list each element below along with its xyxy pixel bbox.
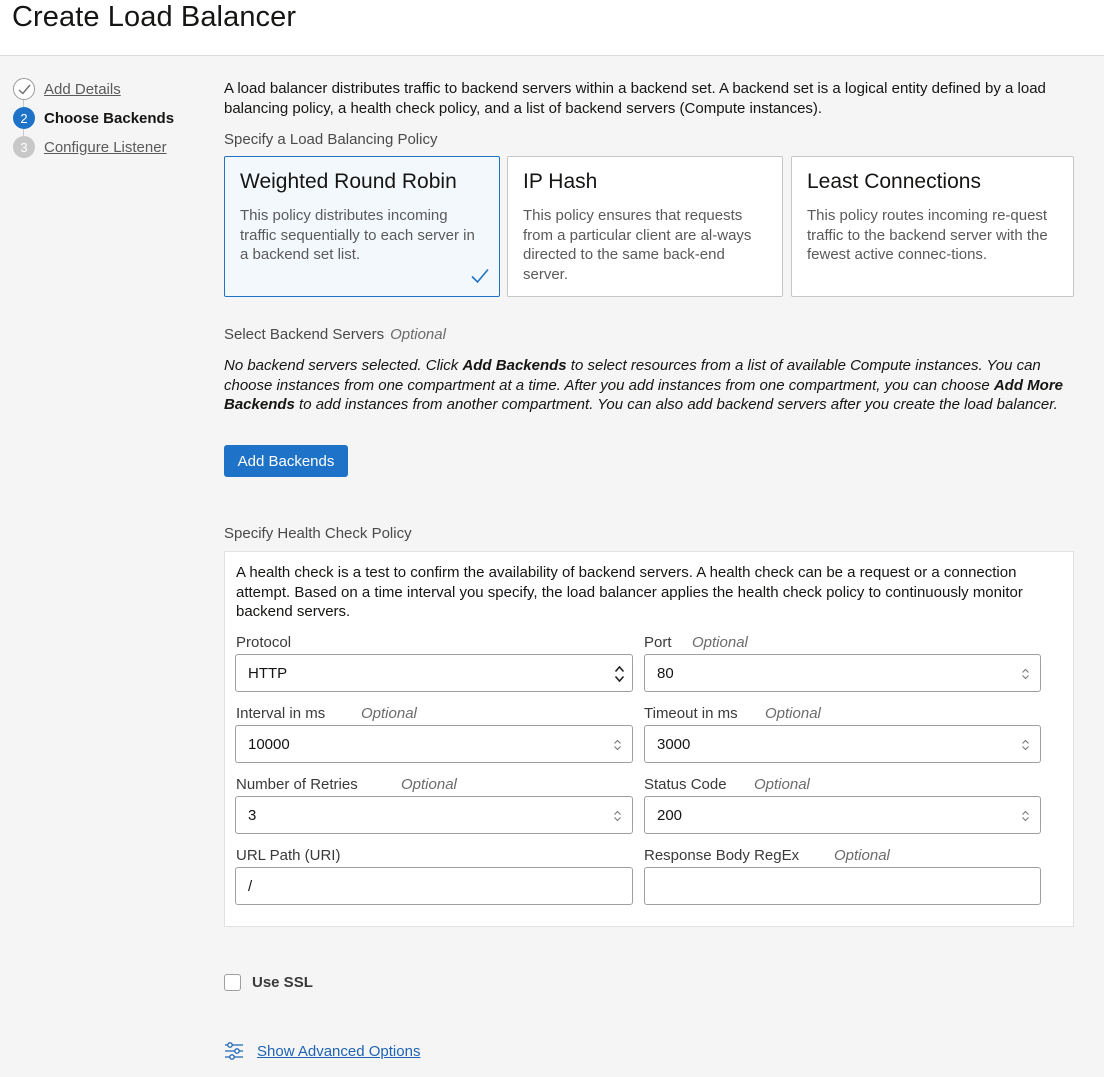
- number-spinner-icon[interactable]: [1021, 667, 1030, 681]
- protocol-select[interactable]: [235, 654, 633, 692]
- health-check-panel: [224, 551, 1074, 927]
- number-spinner-icon[interactable]: [613, 738, 622, 752]
- use-ssl-checkbox[interactable]: [224, 974, 241, 991]
- port-value: 80: [657, 664, 674, 682]
- interval-label-text: Interval in ms: [236, 705, 326, 722]
- health-check-heading: Specify Health Check Policy: [224, 525, 412, 542]
- status-code-value: 200: [657, 806, 683, 824]
- optional-label: Optional: [765, 705, 821, 722]
- optional-label: Optional: [754, 776, 810, 793]
- policy-description: This policy ensures that requests from a particular client are al-ways directed to the same back-end server.: [523, 207, 752, 283]
- step-choose-backends: [13, 107, 174, 129]
- help-text-part: to select resources from a list of available Compute instances. You can choose instances from one compartment at a time. After you add instances from one compartment, you can choose: [224, 357, 1041, 394]
- url-path-value: /: [248, 877, 253, 895]
- help-text-bold: Add More Backends: [224, 376, 1064, 413]
- interval-label: [236, 705, 536, 722]
- number-spinner-icon[interactable]: [613, 809, 622, 823]
- port-label-text: Port: [644, 634, 672, 651]
- step-number: 3: [13, 136, 35, 158]
- url-path-input[interactable]: [235, 867, 633, 905]
- retries-input[interactable]: [235, 796, 633, 834]
- url-path-label: [236, 847, 340, 864]
- backends-help-text: [224, 356, 1074, 415]
- retries-value: 3: [248, 806, 257, 824]
- protocol-label: [236, 634, 291, 651]
- use-ssl-label[interactable]: Use SSL: [252, 974, 313, 991]
- status-code-label: [644, 776, 944, 793]
- policy-heading: Specify a Load Balancing Policy: [224, 131, 438, 148]
- optional-label: Optional: [692, 634, 748, 651]
- optional-label: Optional: [361, 705, 417, 722]
- sliders-icon[interactable]: [224, 1041, 244, 1061]
- regex-label-text: Response Body RegEx: [644, 847, 800, 864]
- policy-description: This policy distributes incoming traffic sequentially to each server in a backend set list.: [240, 207, 475, 263]
- step-label[interactable]: Add Details: [44, 80, 121, 98]
- policy-card-weighted-round-robin[interactable]: [224, 156, 500, 297]
- timeout-input[interactable]: [644, 725, 1041, 763]
- optional-label: Optional: [390, 326, 446, 343]
- page-title: Create Load Balancer: [12, 1, 297, 33]
- protocol-value: HTTP: [248, 664, 288, 682]
- protocol-label-text: Protocol: [236, 634, 292, 651]
- use-ssl-row[interactable]: [224, 974, 313, 991]
- health-check-description: A health check is a test to confirm the availability of backend servers. A health check can be a request or a connection attempt. Based on a time interval you specify, the load balancer applies the health check policy to continuously monitor backend servers.: [236, 564, 1023, 620]
- selected-check-icon: [471, 268, 489, 284]
- page-header: [0, 0, 1104, 56]
- select-arrows-icon: [614, 664, 625, 684]
- step-number: 2: [13, 107, 35, 129]
- add-backends-button[interactable]: Add Backends: [224, 445, 348, 477]
- interval-value: 10000: [248, 735, 290, 753]
- number-spinner-icon[interactable]: [1021, 738, 1030, 752]
- checkmark-icon: [13, 78, 35, 100]
- show-advanced-options-link[interactable]: Show Advanced Options: [257, 1042, 421, 1060]
- backends-heading-label: Select Backend Servers: [224, 326, 385, 343]
- step-label[interactable]: Configure Listener: [44, 138, 167, 156]
- policy-title: Weighted Round Robin: [240, 170, 457, 193]
- help-text-part: No backend servers selected. Click: [224, 357, 463, 374]
- retries-label-text: Number of Retries: [236, 776, 358, 793]
- policy-card-least-connections[interactable]: [791, 156, 1074, 297]
- timeout-value: 3000: [657, 735, 691, 753]
- step-connector: [23, 129, 24, 136]
- help-text-bold: Add Backends: [462, 357, 567, 374]
- step-label: Choose Backends: [44, 109, 175, 127]
- optional-label: Optional: [401, 776, 457, 793]
- policy-card-ip-hash[interactable]: [507, 156, 783, 297]
- policy-title: Least Connections: [807, 170, 981, 193]
- number-spinner-icon[interactable]: [1021, 809, 1030, 823]
- timeout-label-text: Timeout in ms: [644, 705, 738, 722]
- optional-label: Optional: [834, 847, 890, 864]
- timeout-label: [644, 705, 944, 722]
- step-connector: [23, 100, 24, 107]
- policy-description: This policy routes incoming re-quest traffic to the backend server with the fewest active connec-tions.: [807, 207, 1048, 263]
- interval-input[interactable]: [235, 725, 633, 763]
- intro-text: A load balancer distributes traffic to backend servers within a backend set. A backend set is a logical entity defined by a load balancing policy, a health check policy, and a list of backend servers (Compute instances).: [224, 80, 1046, 117]
- help-text-part: to add instances from another compartment. You can also add backend servers after you create the load balancer.: [294, 396, 1058, 413]
- retries-label: [236, 776, 536, 793]
- regex-label: [644, 847, 944, 864]
- status-code-label-text: Status Code: [644, 776, 727, 793]
- policy-title: IP Hash: [523, 170, 598, 193]
- advanced-options-row[interactable]: [224, 1041, 420, 1061]
- step-configure-listener[interactable]: [13, 136, 167, 158]
- port-input[interactable]: [644, 654, 1041, 692]
- status-code-input[interactable]: [644, 796, 1041, 834]
- port-label: [644, 634, 944, 651]
- url-path-label-text: URL Path (URI): [236, 847, 341, 864]
- step-add-details[interactable]: [13, 78, 121, 100]
- backends-heading: [224, 326, 446, 343]
- regex-input[interactable]: [644, 867, 1041, 905]
